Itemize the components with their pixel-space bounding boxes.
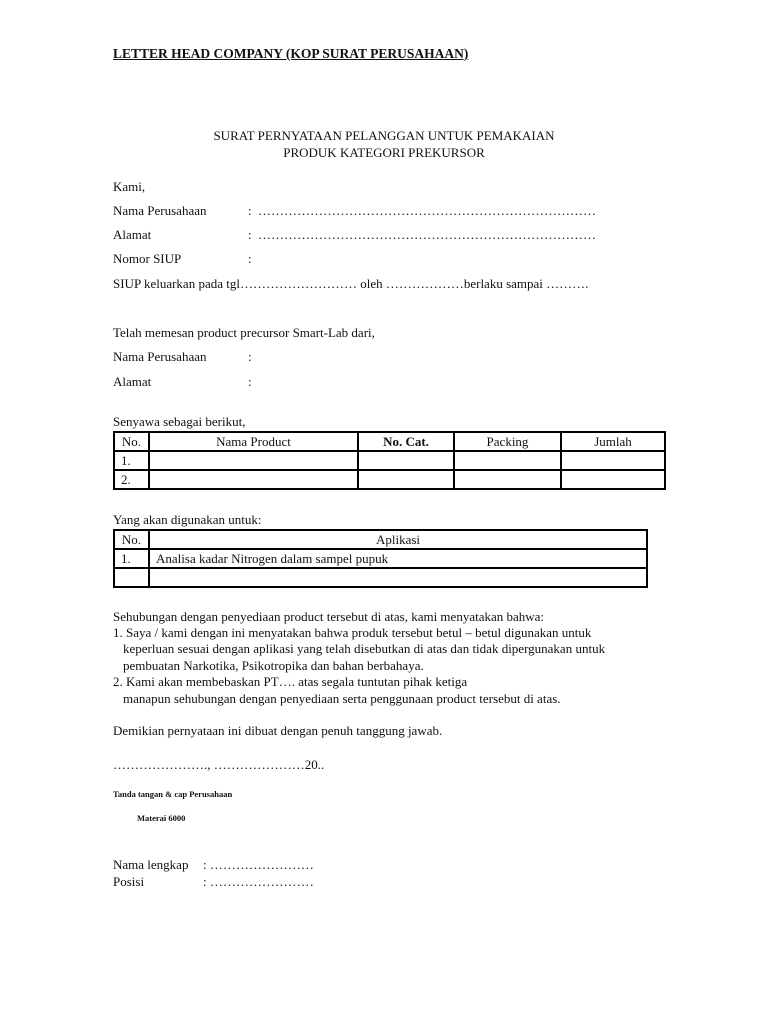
supplier-address-label: Alamat: [113, 374, 152, 389]
table-row: [114, 470, 665, 489]
order-intro: Telah memesan product precursor Smart-Lab dari,: [113, 325, 375, 340]
company-name-colon: :: [248, 203, 252, 218]
row-number: 1.: [114, 549, 149, 568]
siup-number-colon: :: [248, 251, 252, 266]
kami-label: Kami,: [113, 179, 146, 194]
company-address-label: Alamat: [113, 227, 152, 242]
col-packing: Packing: [454, 432, 561, 451]
col-jumlah: Jumlah: [561, 432, 665, 451]
date-line: …………………., …………………20..: [113, 757, 325, 772]
col-no: No.: [114, 432, 149, 451]
row-number: 2.: [114, 470, 149, 489]
packing-cell: [454, 470, 561, 489]
col-nama-product: Nama Product: [149, 432, 358, 451]
supplier-name-label: Nama Perusahaan: [113, 349, 207, 364]
signature-label: Tanda tangan & cap Perusahaan: [113, 789, 233, 799]
application-cell: Analisa kadar Nitrogen dalam sampel pupuk: [149, 549, 647, 568]
company-name-label: Nama Perusahaan: [113, 203, 207, 218]
row-number: [114, 568, 149, 587]
siup-issue-line: SIUP keluarkan pada tgl……………………… oleh ………………berlaku sampai ……….: [113, 276, 589, 291]
statement-point1-line1: 1. Saya / kami dengan ini menyatakan bahwa produk tersebut betul – betul digunakan untuk: [113, 625, 592, 640]
company-address-colon: :: [248, 227, 252, 242]
product-table-header: [114, 432, 665, 451]
product-name-cell: [149, 451, 358, 470]
company-name-dots: ……………………………………………………………………: [258, 203, 596, 218]
row-number: 1.: [114, 451, 149, 470]
col-aplikasi: Aplikasi: [149, 530, 647, 549]
col-no-cat: No. Cat.: [358, 432, 454, 451]
col-no: No.: [114, 530, 149, 549]
product-name-cell: [149, 470, 358, 489]
letterhead-title: LETTER HEAD COMPANY (KOP SURAT PERUSAHAAN): [113, 46, 469, 61]
usage-intro: Yang akan digunakan untuk:: [113, 512, 262, 527]
document-title-line1: SURAT PERNYATAAN PELANGGAN UNTUK PEMAKAIAN: [213, 128, 555, 143]
cat-number-cell: [358, 451, 454, 470]
supplier-name-colon: :: [248, 349, 252, 364]
table-row: [114, 549, 647, 568]
statement-point2-line1: 2. Kami akan membebaskan PT…. atas segala tuntutan pihak ketiga: [113, 674, 468, 689]
table-row: [114, 568, 647, 587]
cat-number-cell: [358, 470, 454, 489]
statement-intro: Sehubungan dengan penyediaan product tersebut di atas, kami menyatakan bahwa:: [113, 609, 545, 624]
application-cell: [149, 568, 647, 587]
statement-point1-line3: pembuatan Narkotika, Psikotropika dan bahan berbahaya.: [123, 658, 424, 673]
quantity-cell: [561, 470, 665, 489]
company-address-dots: ……………………………………………………………………: [258, 227, 596, 242]
statement-point2-line2: manapun sehubungan dengan penyediaan serta penggunaan product tersebut di atas.: [123, 691, 561, 706]
full-name-label: Nama lengkap: [113, 857, 189, 872]
position-value: : ……………………: [203, 874, 314, 889]
full-name-value: : ……………………: [203, 857, 314, 872]
materai-label: Materai 6000: [137, 813, 186, 823]
products-intro: Senyawa sebagai berikut,: [113, 414, 246, 429]
usage-table: [113, 529, 648, 588]
packing-cell: [454, 451, 561, 470]
position-label: Posisi: [113, 874, 145, 889]
statement-point1-line2: keperluan sesuai dengan aplikasi yang telah disebutkan di atas dan tidak dipergunakan untuk: [123, 641, 606, 656]
product-table: [113, 431, 666, 490]
table-row: [114, 451, 665, 470]
supplier-address-colon: :: [248, 374, 252, 389]
document-title-line2: PRODUK KATEGORI PREKURSOR: [283, 145, 485, 160]
quantity-cell: [561, 451, 665, 470]
closing-statement: Demikian pernyataan ini dibuat dengan penuh tanggung jawab.: [113, 723, 443, 738]
usage-table-header: [114, 530, 647, 549]
siup-number-label: Nomor SIUP: [113, 251, 182, 266]
